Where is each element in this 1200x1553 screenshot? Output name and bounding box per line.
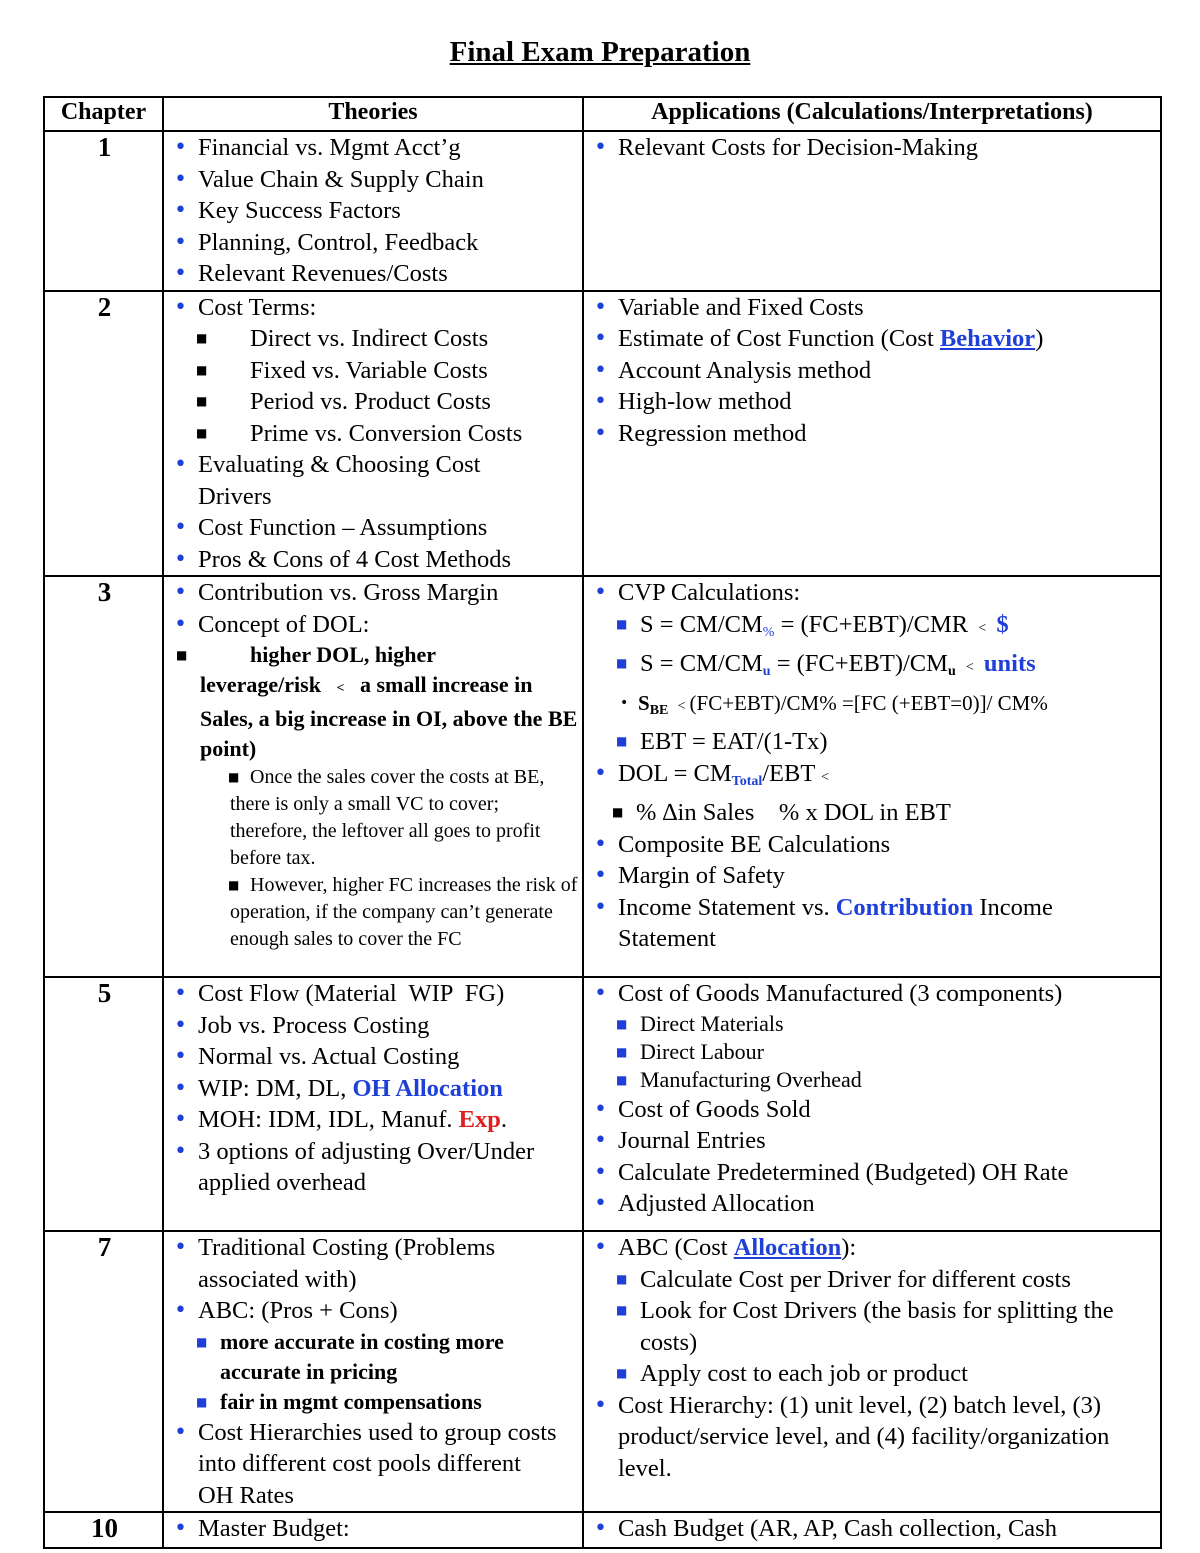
allocation-link[interactable]: Allocation bbox=[733, 1234, 842, 1261]
list-item bbox=[170, 1073, 578, 1105]
list-item: • Relevant Costs for Decision-Making bbox=[590, 132, 1156, 164]
text: OH Allocation bbox=[352, 1074, 503, 1102]
list-item: ■ Manufacturing Overhead bbox=[590, 1066, 1156, 1094]
list-item: ■ Prime vs. Conversion Costs bbox=[170, 418, 578, 450]
theories-cell bbox=[163, 1512, 583, 1548]
list-item: ■ Direct Materials bbox=[590, 1010, 1156, 1038]
chapter-number: 2 bbox=[44, 291, 163, 577]
chapter-number: 7 bbox=[44, 1231, 163, 1512]
theories-cell bbox=[163, 291, 583, 577]
list-item: ■ fair in mgmt compensations bbox=[170, 1387, 578, 1417]
list-item: • Cost Hierarchy: (1) unit level, (2) batch level, (3) product/service level, and (4) facility/organization level. bbox=[590, 1390, 1156, 1485]
list-item: ■ more accurate in costing more accurate in pricing bbox=[170, 1327, 578, 1387]
applications-cell bbox=[583, 576, 1161, 977]
applications-cell bbox=[583, 291, 1161, 577]
text: DOL = CM bbox=[618, 759, 732, 787]
subscript: % bbox=[762, 624, 775, 640]
list-item: • Variable and Fixed Costs bbox=[590, 292, 1156, 324]
subscript: u bbox=[947, 664, 956, 679]
list-item: • Relevant Revenues/Costs bbox=[170, 258, 578, 290]
text: Income Statement bbox=[618, 893, 1053, 952]
table-row bbox=[44, 131, 1161, 291]
list-item: • Adjusted Allocation bbox=[590, 1188, 1156, 1220]
list-item: • Financial vs. Mgmt Acct’g bbox=[170, 132, 578, 164]
arrow-icon: ˂ bbox=[677, 698, 686, 714]
chapter-number: 3 bbox=[44, 576, 163, 977]
list-item: • Cost of Goods Manufactured (3 components) bbox=[590, 978, 1156, 1010]
text: Exp bbox=[458, 1106, 501, 1133]
arrow-icon: ˂ bbox=[821, 769, 829, 785]
text: ABC (Cost bbox=[618, 1234, 734, 1261]
chapter-number: 5 bbox=[44, 977, 163, 1231]
list-item: • Evaluating & Choosing Cost Drivers bbox=[170, 449, 578, 512]
list-item bbox=[590, 758, 1156, 798]
list-item: • Calculate Predetermined (Budgeted) OH Rate bbox=[590, 1157, 1156, 1189]
list-item: • ABC: (Pros + Cons) bbox=[170, 1295, 578, 1327]
text: MOH: IDM, IDL, Manuf. bbox=[198, 1106, 459, 1133]
list-item: • Pros & Cons of 4 Cost Methods bbox=[170, 544, 578, 576]
subscript: u bbox=[762, 664, 771, 679]
table-row bbox=[44, 1512, 1161, 1548]
list-item: ■ Look for Cost Drivers (the basis for splitting the costs) bbox=[590, 1295, 1156, 1358]
list-item: ■ Fixed vs. Variable Costs bbox=[170, 355, 578, 387]
text: S bbox=[638, 690, 650, 715]
theories-cell bbox=[163, 977, 583, 1231]
text: S = CM/CM bbox=[640, 650, 763, 677]
list-item: • 3 options of adjusting Over/Under applied overhead bbox=[170, 1136, 578, 1199]
list-item bbox=[590, 323, 1156, 355]
header-chapter: Chapter bbox=[44, 97, 163, 131]
text: Estimate of Cost Function (Cost bbox=[618, 325, 940, 352]
applications-cell bbox=[583, 131, 1161, 291]
exam-table bbox=[43, 96, 1162, 1549]
list-item: • Cash Budget (AR, AP, Cash collection, Cash bbox=[590, 1513, 1156, 1545]
subscript: Total bbox=[731, 773, 763, 789]
list-item: ■ Period vs. Product Costs bbox=[170, 386, 578, 418]
header-theories: Theories bbox=[163, 97, 583, 131]
text: a small increase in Sales, a big increase in OI, above the BE point) bbox=[200, 672, 578, 761]
list-item: • Key Success Factors bbox=[170, 195, 578, 227]
list-item bbox=[170, 1104, 578, 1136]
header-applications: Applications (Calculations/Interpretations) bbox=[583, 97, 1161, 131]
list-item: ■ Direct vs. Indirect Costs bbox=[170, 323, 578, 355]
list-item: • Contribution vs. Gross Margin bbox=[170, 577, 578, 609]
list-item bbox=[590, 1232, 1156, 1264]
header-row bbox=[44, 97, 1161, 131]
table-row bbox=[44, 291, 1161, 577]
list-item: • Margin of Safety bbox=[590, 860, 1156, 892]
list-item: • Value Chain & Supply Chain bbox=[170, 164, 578, 196]
list-item bbox=[590, 688, 1156, 727]
theories-cell bbox=[163, 576, 583, 977]
text: /EBT bbox=[762, 759, 815, 787]
list-item: ■ Direct Labour bbox=[590, 1038, 1156, 1066]
table-row bbox=[44, 977, 1161, 1231]
list-item: • CVP Calculations: bbox=[590, 577, 1156, 609]
list-item: • Account Analysis method bbox=[590, 355, 1156, 387]
text: = (FC+EBT)/CM bbox=[770, 650, 948, 677]
list-item: ■ Calculate Cost per Driver for different costs bbox=[590, 1264, 1156, 1296]
list-item: • Composite BE Calculations bbox=[590, 829, 1156, 861]
list-item: • Cost Hierarchies used to group costs into different cost pools different OH Rates bbox=[170, 1417, 578, 1512]
applications-cell bbox=[583, 1512, 1161, 1548]
list-item: • High-low method bbox=[590, 386, 1156, 418]
list-item: • Normal vs. Actual Costing bbox=[170, 1041, 578, 1073]
list-item: • Regression method bbox=[590, 418, 1156, 450]
list-item: • Traditional Costing (Problems associated with) bbox=[170, 1232, 578, 1295]
text: ): bbox=[841, 1234, 857, 1261]
list-item: • Job vs. Process Costing bbox=[170, 1010, 578, 1042]
text: Contribution bbox=[835, 893, 974, 921]
subscript: BE bbox=[649, 702, 669, 718]
list-item: • Cost Function – Assumptions bbox=[170, 512, 578, 544]
list-item: ■ % ∆in Sales % x DOL in EBT bbox=[590, 797, 1156, 829]
table-row bbox=[44, 1231, 1161, 1512]
list-item: • Journal Entries bbox=[590, 1125, 1156, 1157]
text: S = CM/CM bbox=[640, 610, 763, 638]
text: (FC+EBT)/CM% =[FC (+EBT=0)]/ CM% bbox=[689, 690, 1048, 715]
list-item bbox=[590, 648, 1156, 688]
list-item: • Planning, Control, Feedback bbox=[170, 227, 578, 259]
text: WIP: DM, DL, bbox=[198, 1074, 353, 1102]
chapter-number: 10 bbox=[44, 1512, 163, 1548]
applications-cell bbox=[583, 977, 1161, 1231]
list-item: ■ EBT = EAT/(1-Tx) bbox=[590, 726, 1156, 758]
chapter-number: 1 bbox=[44, 131, 163, 291]
text: = (FC+EBT)/CMR bbox=[774, 610, 969, 638]
list-item: • Master Budget: bbox=[170, 1513, 578, 1545]
list-item: • Cost Flow (Material WIP FG) bbox=[170, 978, 578, 1010]
table-row bbox=[44, 576, 1161, 977]
list-item bbox=[170, 640, 578, 764]
list-item: • Concept of DOL: bbox=[170, 609, 578, 641]
arrow-icon: ˂ bbox=[336, 681, 345, 696]
list-item: • Cost of Goods Sold bbox=[590, 1094, 1156, 1126]
arrow-icon: ˂ bbox=[978, 620, 987, 636]
arrow-icon: ˂ bbox=[965, 660, 974, 675]
list-item: ■ Once the sales cover the costs at BE, there is only a small VC to cover; therefore, the leftover all goes to profit before tax. bbox=[170, 764, 578, 872]
text: Income Statement vs. bbox=[618, 893, 836, 921]
text: $ bbox=[996, 610, 1009, 638]
behavior-link[interactable]: Behavior bbox=[939, 325, 1036, 352]
text: . bbox=[500, 1106, 507, 1133]
list-item: ■ However, higher FC increases the risk of operation, if the company can’t generate enough sales to cover the FC bbox=[170, 872, 578, 953]
list-item: ■ Apply cost to each job or product bbox=[590, 1358, 1156, 1390]
text: ) bbox=[1035, 325, 1044, 352]
list-item: • Cost Terms: bbox=[170, 292, 578, 324]
theories-cell bbox=[163, 1231, 583, 1512]
theories-cell bbox=[163, 131, 583, 291]
applications-cell bbox=[583, 1231, 1161, 1512]
list-item bbox=[590, 892, 1156, 955]
text: higher DOL, higher bbox=[250, 642, 437, 667]
text: leverage/risk bbox=[200, 672, 321, 697]
page-title: Final Exam Preparation bbox=[449, 36, 751, 68]
list-item bbox=[590, 609, 1156, 649]
text: units bbox=[983, 650, 1036, 677]
